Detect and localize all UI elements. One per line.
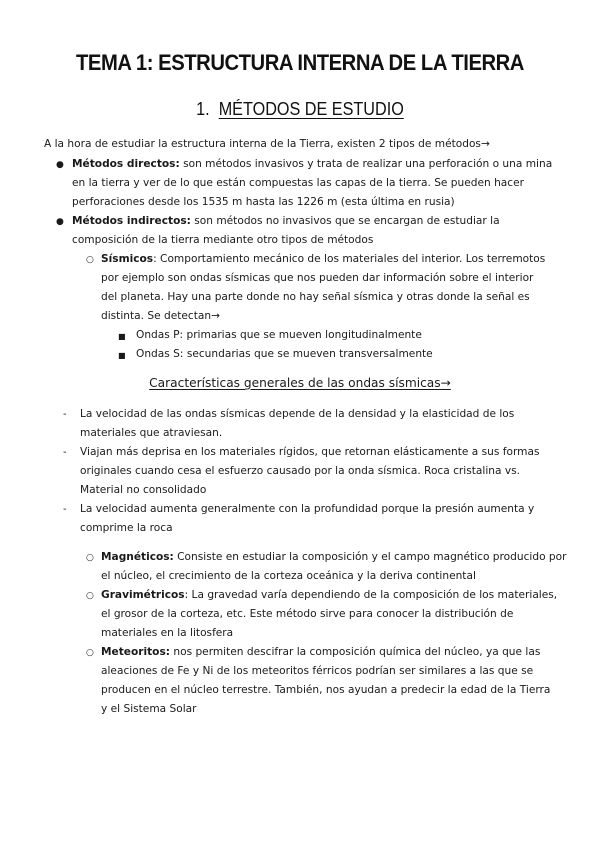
meteoritos-line-1: Meteoritos: nos permiten descifrar la composición química del núcleo, ya que las <box>101 646 541 658</box>
characteristics-heading: Características generales de las ondas sísmicas→ <box>149 376 451 390</box>
bullet-icon: ● <box>56 160 64 170</box>
characteristic-1-line-2: materiales que atraviesan. <box>80 427 223 439</box>
section-heading <box>30 97 570 121</box>
sismicos-line-2: por ejemplo son ondas sísmicas que nos pueden dar información sobre el interior <box>101 272 534 284</box>
circle-bullet-icon: ○ <box>86 648 94 658</box>
dash-icon: - <box>63 447 67 458</box>
meteoritos-line-2: aleaciones de Fe y Ni de los meteoritos férricos podrían ser similares a las que se <box>101 665 534 677</box>
gravimetricos-line-2: el grosor de la corteza, etc. Este método sirve para conocer la distribución de <box>101 608 514 620</box>
indirect-methods-line-1: Métodos indirectos: son métodos no invasivos que se encargan de estudiar la <box>72 215 500 227</box>
meteoritos-label: Meteoritos: <box>101 646 170 658</box>
circle-bullet-icon: ○ <box>86 255 94 265</box>
meteoritos-line-3: producen en el núcleo terrestre. También, nos ayudan a predecir la edad de la Tierra <box>101 684 551 696</box>
indirect-methods-line-2: composición de la tierra mediante otro tipos de métodos <box>72 234 374 246</box>
sismicos-line-4: distinta. Se detectan→ <box>101 310 220 322</box>
direct-methods-line-3: perforaciones desde los 1535 m hasta las 1226 m (esta última en rusia) <box>72 196 455 208</box>
direct-methods-label: Métodos directos: <box>72 158 180 170</box>
characteristic-3-line-1: La velocidad aumenta generalmente con la profundidad porque la presión aumenta y <box>80 503 535 515</box>
characteristic-2-line-3: Material no consolidado <box>80 484 207 496</box>
characteristic-2-line-1: Viajan más deprisa en los materiales rígidos, que retornan elásticamente a sus formas <box>80 446 540 458</box>
characteristic-3-line-2: comprime la roca <box>80 522 173 534</box>
magneticos-line-2: el núcleo, el crecimiento de la corteza oceánica y la deriva continental <box>101 570 476 582</box>
magneticos-line-1: Magnéticos: Consiste en estudiar la composición y el campo magnético producido por <box>101 551 567 563</box>
wave-p-item: Ondas P: primarias que se mueven longitudinalmente <box>136 329 422 341</box>
dash-icon: - <box>63 409 67 420</box>
intro-text: A la hora de estudiar la estructura interna de la Tierra, existen 2 tipos de métodos→ <box>44 138 490 150</box>
sismicos-line-3: del planeta. Hay una parte donde no hay señal sísmica y otras donde la señal es <box>101 291 530 303</box>
direct-methods-line-2: en la tierra y ver de lo que están compuestas las capas de la tierra. Se pueden hacer <box>72 177 524 189</box>
gravimetricos-line-3: materiales en la litosfera <box>101 627 234 639</box>
circle-bullet-icon: ○ <box>86 553 94 563</box>
characteristic-1-line-1: La velocidad de las ondas sísmicas depende de la densidad y la elasticidad de los <box>80 408 515 420</box>
gravimetricos-line-1: Gravimétricos: La gravedad varía dependiendo de la composición de los materiales, <box>101 589 558 601</box>
characteristic-2-line-2: originales cuando cesa el esfuerzo causado por la onda sísmica. Roca cristalina vs. <box>80 465 521 477</box>
sismicos-line-1: Sísmicos: Comportamiento mecánico de los materiales del interior. Los terremotos <box>101 253 546 265</box>
circle-bullet-icon: ○ <box>86 591 94 601</box>
section-number: 1. <box>196 99 210 119</box>
square-bullet-icon: ■ <box>118 332 126 341</box>
direct-methods-line-1: Métodos directos: son métodos invasivos y trata de realizar una perforación o una mina <box>72 158 553 170</box>
page-title: TEMA 1: ESTRUCTURA INTERNA DE LA TIERRA <box>76 50 524 75</box>
square-bullet-icon: ■ <box>118 351 126 360</box>
dash-icon: - <box>63 504 67 515</box>
wave-s-item: Ondas S: secundarias que se mueven transversalmente <box>136 348 433 360</box>
gravimetricos-label: Gravimétricos <box>101 589 185 601</box>
meteoritos-line-4: y el Sistema Solar <box>101 703 197 715</box>
section-title: MÉTODOS DE ESTUDIO <box>218 99 404 119</box>
magneticos-label: Magnéticos: <box>101 551 174 563</box>
indirect-methods-label: Métodos indirectos: <box>72 215 191 227</box>
sismicos-label: Sísmicos <box>101 253 154 265</box>
bullet-icon: ● <box>56 217 64 227</box>
